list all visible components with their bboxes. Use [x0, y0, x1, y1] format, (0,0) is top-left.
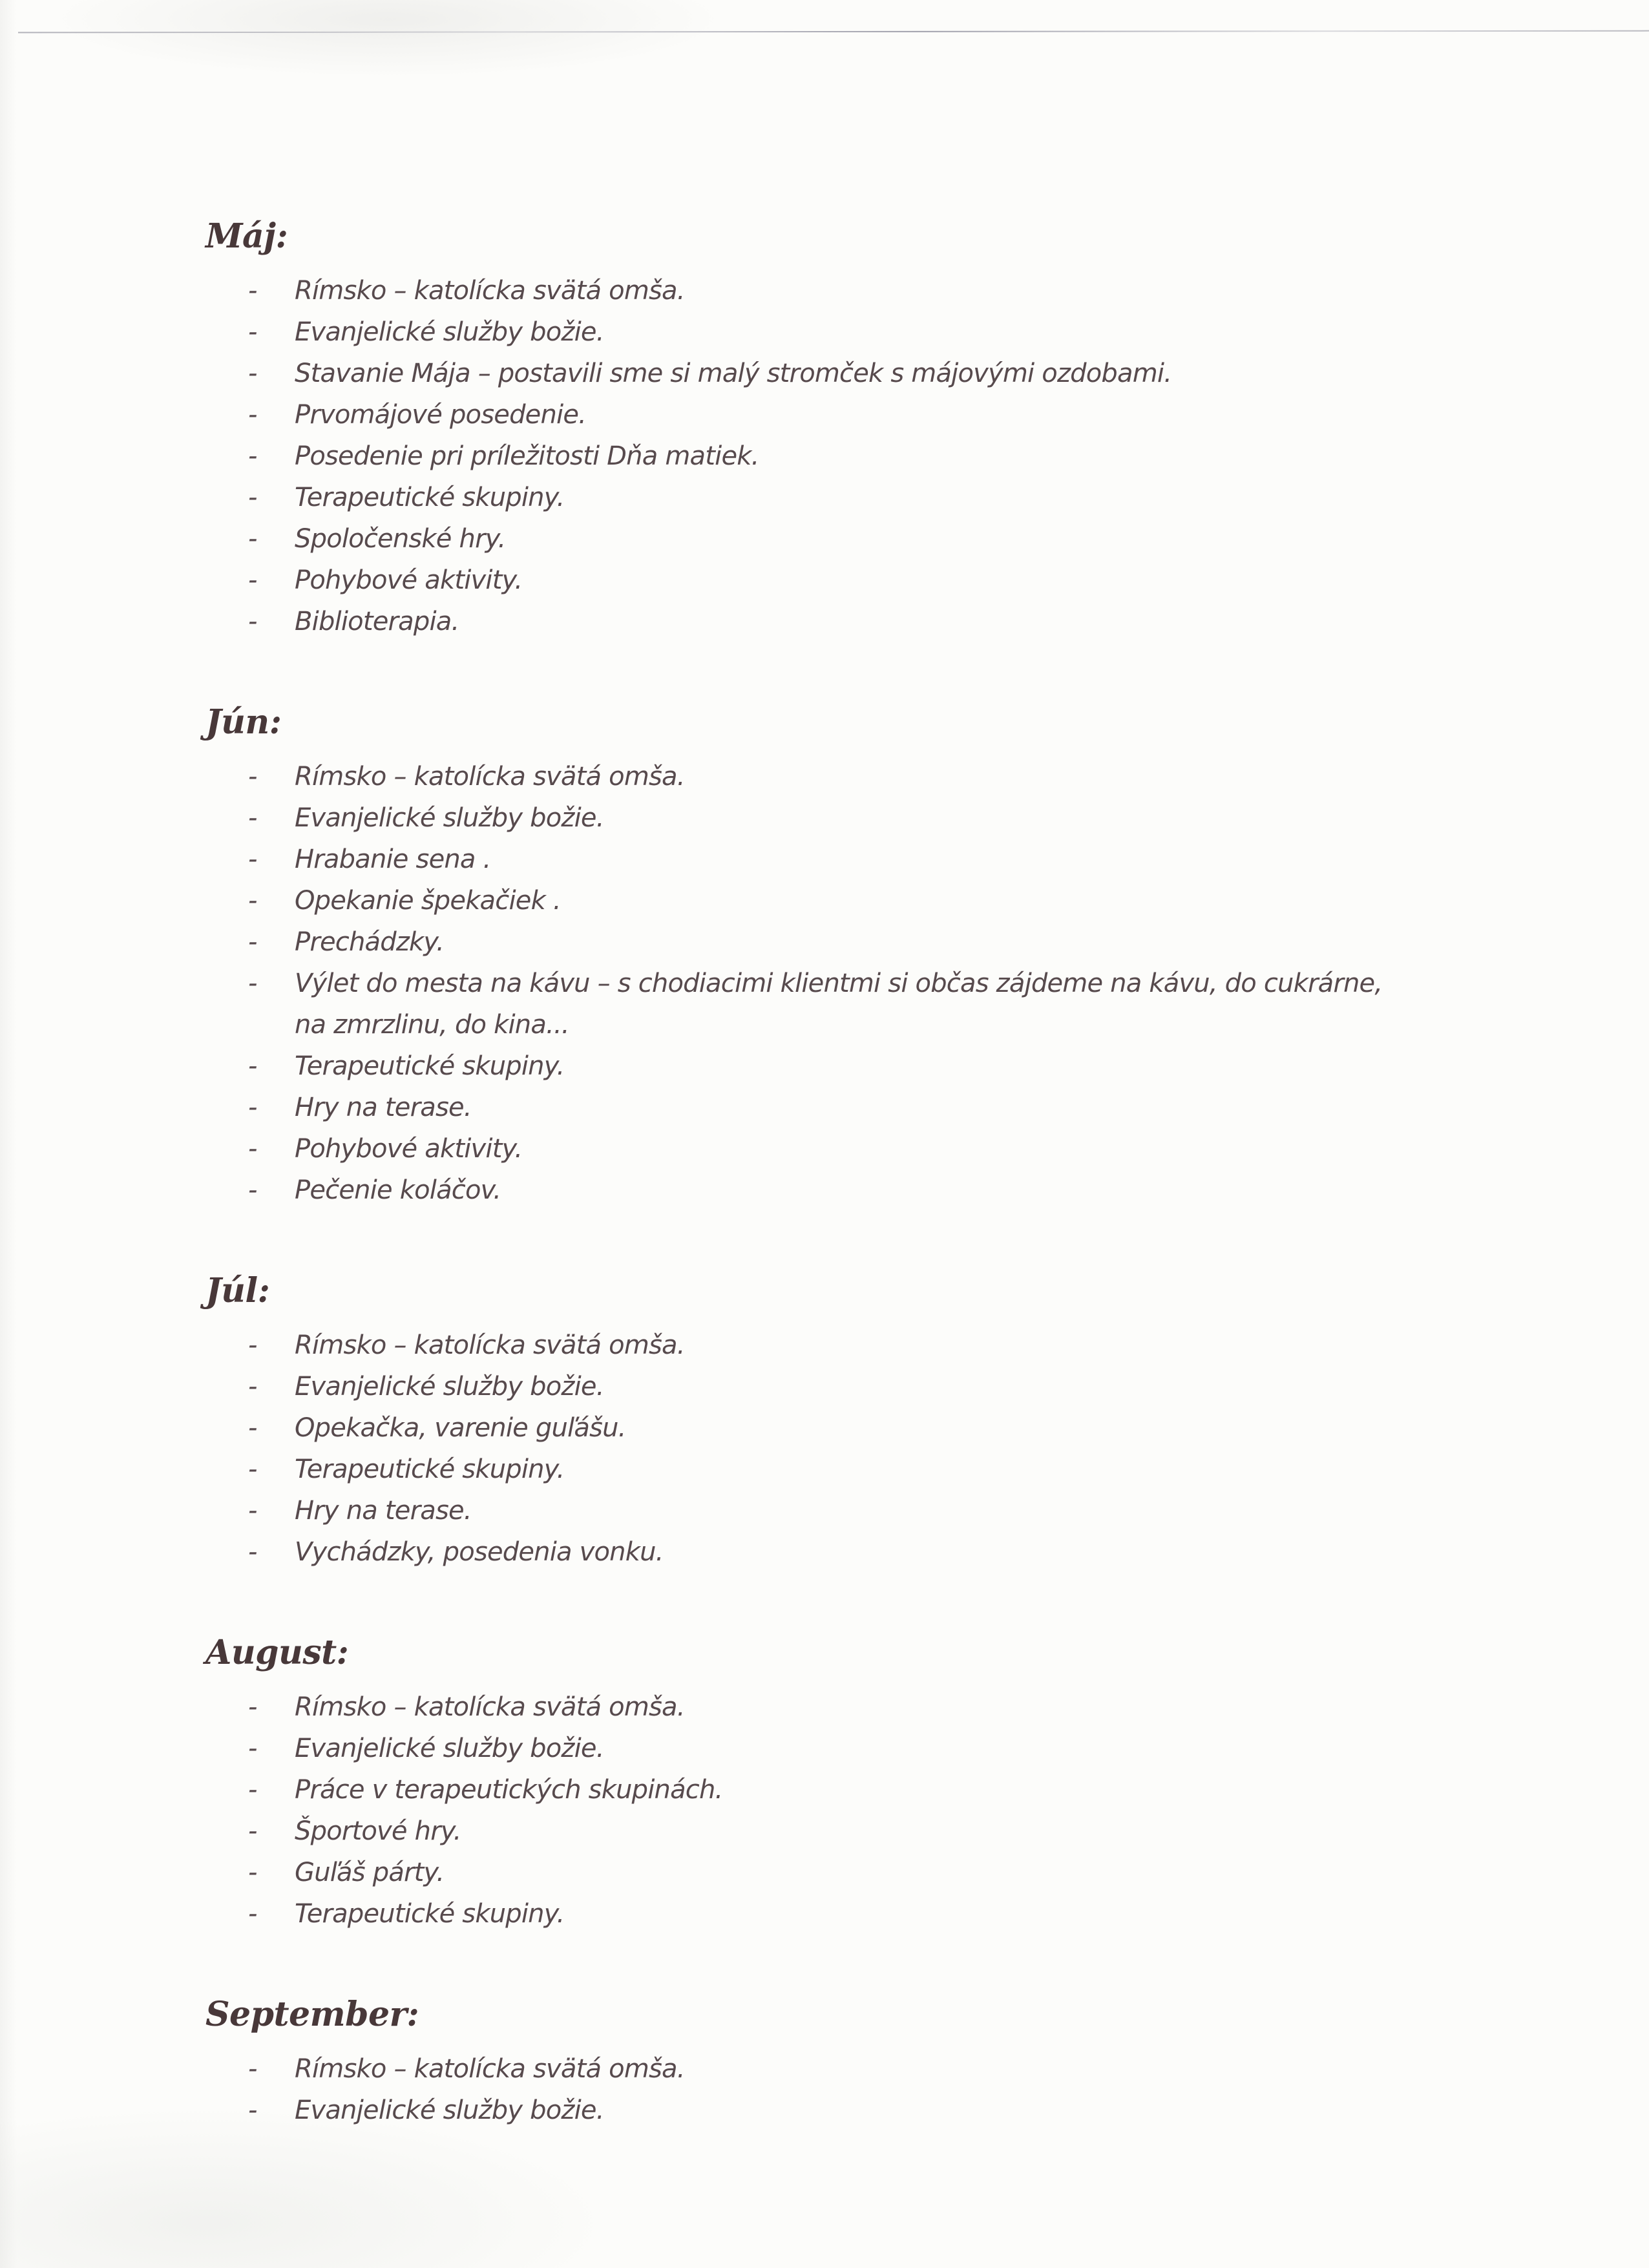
activity-item-text: Pohybové aktivity. — [295, 1134, 523, 1164]
activity-list — [205, 756, 1498, 1211]
activity-item — [205, 1531, 1498, 1573]
activity-item — [205, 270, 1498, 311]
month-heading: August: — [205, 1633, 349, 1672]
activity-item — [205, 756, 1498, 797]
activity-item — [205, 1811, 1498, 1852]
activity-item-text: Hry na terase. — [295, 1093, 472, 1122]
activity-item-text: Vychádzky, posedenia vonku. — [295, 1537, 664, 1567]
activity-item-text: Opekanie špekačiek . — [295, 886, 561, 916]
activity-item — [205, 436, 1498, 477]
bullet-dash: - — [248, 1175, 257, 1205]
activity-item — [205, 963, 1498, 1045]
activity-item — [205, 311, 1498, 353]
bullet-dash: - — [248, 607, 257, 636]
activity-item — [205, 1686, 1498, 1728]
bullet-dash: - — [248, 276, 257, 306]
activity-list — [205, 1686, 1498, 1935]
activity-item-text: Terapeutické skupiny. — [295, 483, 565, 512]
activity-item — [205, 1045, 1498, 1087]
bullet-dash: - — [248, 1858, 257, 1887]
bullet-dash: - — [248, 1051, 257, 1081]
activity-list — [205, 1325, 1498, 1573]
bullet-dash: - — [248, 927, 257, 957]
activity-item — [205, 1366, 1498, 1407]
activity-item-text: Stavanie Mája – postavili sme si malý stromček s májovými ozdobami. — [295, 359, 1172, 388]
bullet-dash: - — [248, 1734, 257, 1763]
activity-item — [205, 1325, 1498, 1366]
activity-item-text: Opekačka, varenie guľášu. — [295, 1413, 626, 1443]
activity-item — [205, 1893, 1498, 1935]
activity-item — [205, 477, 1498, 518]
activity-item — [205, 797, 1498, 839]
activity-item-text: Rímsko – katolícka svätá omša. — [295, 1692, 685, 1722]
month-heading: Máj: — [205, 216, 288, 256]
activity-item — [205, 921, 1498, 963]
bullet-dash: - — [248, 1816, 257, 1846]
activity-item-text: Rímsko – katolícka svätá omša. — [295, 276, 685, 306]
activity-item — [205, 2048, 1498, 2090]
activity-list — [205, 2048, 1498, 2131]
activity-item — [205, 560, 1498, 601]
activity-item-text: Evanjelické služby božie. — [295, 803, 604, 833]
bullet-dash: - — [248, 1454, 257, 1484]
activity-item — [205, 1769, 1498, 1811]
activity-item — [205, 353, 1498, 394]
bullet-dash: - — [248, 524, 257, 554]
activity-item — [205, 1728, 1498, 1769]
activity-item-text: Posedenie pri príležitosti Dňa matiek. — [295, 441, 759, 471]
activity-item-text: Hrabanie sena . — [295, 845, 491, 874]
activity-item-text: Pečenie koláčov. — [295, 1175, 501, 1205]
activity-item — [205, 880, 1498, 921]
bullet-dash: - — [248, 2054, 257, 2084]
document-content — [205, 217, 1498, 2192]
bullet-dash: - — [248, 1413, 257, 1443]
activity-item-text: Výlet do mesta na kávu – s chodiacimi klientmi si občas zájdeme na kávu, do cukrárne, na zmrzlinu, do kina... — [295, 969, 1383, 1040]
month-section — [205, 1272, 1498, 1573]
month-section — [205, 217, 1498, 642]
activity-item-text: Evanjelické služby božie. — [295, 317, 604, 347]
activity-item-text: Biblioterapia. — [295, 607, 459, 636]
bullet-dash: - — [248, 483, 257, 512]
bullet-dash: - — [248, 845, 257, 874]
bullet-dash: - — [248, 803, 257, 833]
activity-item-text: Rímsko – katolícka svätá omša. — [295, 2054, 685, 2084]
activity-item — [205, 601, 1498, 642]
activity-item-text: Evanjelické služby božie. — [295, 2095, 604, 2125]
activity-item-text: Práce v terapeutických skupinách. — [295, 1775, 723, 1805]
bullet-dash: - — [248, 1692, 257, 1722]
scan-artifact-top-line — [18, 30, 1649, 34]
activity-item — [205, 1170, 1498, 1211]
activity-item-text: Spoločenské hry. — [295, 524, 506, 554]
bullet-dash: - — [248, 1093, 257, 1122]
bullet-dash: - — [248, 1899, 257, 1929]
activity-item-text: Prechádzky. — [295, 927, 445, 957]
activity-item-text: Rímsko – katolícka svätá omša. — [295, 1330, 685, 1360]
activity-item-text: Prvomájové posedenie. — [295, 400, 587, 430]
month-section — [205, 1995, 1498, 2131]
activity-item — [205, 394, 1498, 436]
activity-item-text: Evanjelické služby božie. — [295, 1734, 604, 1763]
activity-item-text: Evanjelické služby božie. — [295, 1372, 604, 1402]
bullet-dash: - — [248, 1330, 257, 1360]
month-section — [205, 703, 1498, 1211]
month-heading: September: — [205, 1995, 419, 2034]
bullet-dash: - — [248, 2095, 257, 2125]
activity-item — [205, 1087, 1498, 1128]
activity-item — [205, 1407, 1498, 1449]
activity-item-text: Guľáš párty. — [295, 1858, 445, 1887]
activity-item-text: Pohybové aktivity. — [295, 565, 523, 595]
activity-item-text: Hry na terase. — [295, 1496, 472, 1526]
activity-item — [205, 839, 1498, 880]
activity-list — [205, 270, 1498, 642]
activity-item-text: Terapeutické skupiny. — [295, 1454, 565, 1484]
activity-item — [205, 518, 1498, 560]
bullet-dash: - — [248, 317, 257, 347]
bullet-dash: - — [248, 1496, 257, 1526]
activity-item — [205, 2090, 1498, 2131]
bullet-dash: - — [248, 359, 257, 388]
activity-item-text: Terapeutické skupiny. — [295, 1899, 565, 1929]
bullet-dash: - — [248, 400, 257, 430]
bullet-dash: - — [248, 1775, 257, 1805]
bullet-dash: - — [248, 1372, 257, 1402]
activity-item — [205, 1449, 1498, 1490]
activity-item-text: Športové hry. — [295, 1816, 461, 1846]
month-heading: Jún: — [205, 702, 282, 742]
month-section — [205, 1633, 1498, 1935]
activity-item — [205, 1852, 1498, 1893]
bullet-dash: - — [248, 1537, 257, 1567]
bullet-dash: - — [248, 441, 257, 471]
activity-item — [205, 1128, 1498, 1170]
bullet-dash: - — [248, 886, 257, 916]
activity-item-text: Terapeutické skupiny. — [295, 1051, 565, 1081]
month-heading: Júl: — [205, 1271, 270, 1310]
activity-item — [205, 1490, 1498, 1531]
bullet-dash: - — [248, 969, 257, 998]
bullet-dash: - — [248, 565, 257, 595]
activity-item-text: Rímsko – katolícka svätá omša. — [295, 762, 685, 792]
bullet-dash: - — [248, 1134, 257, 1164]
bullet-dash: - — [248, 762, 257, 792]
